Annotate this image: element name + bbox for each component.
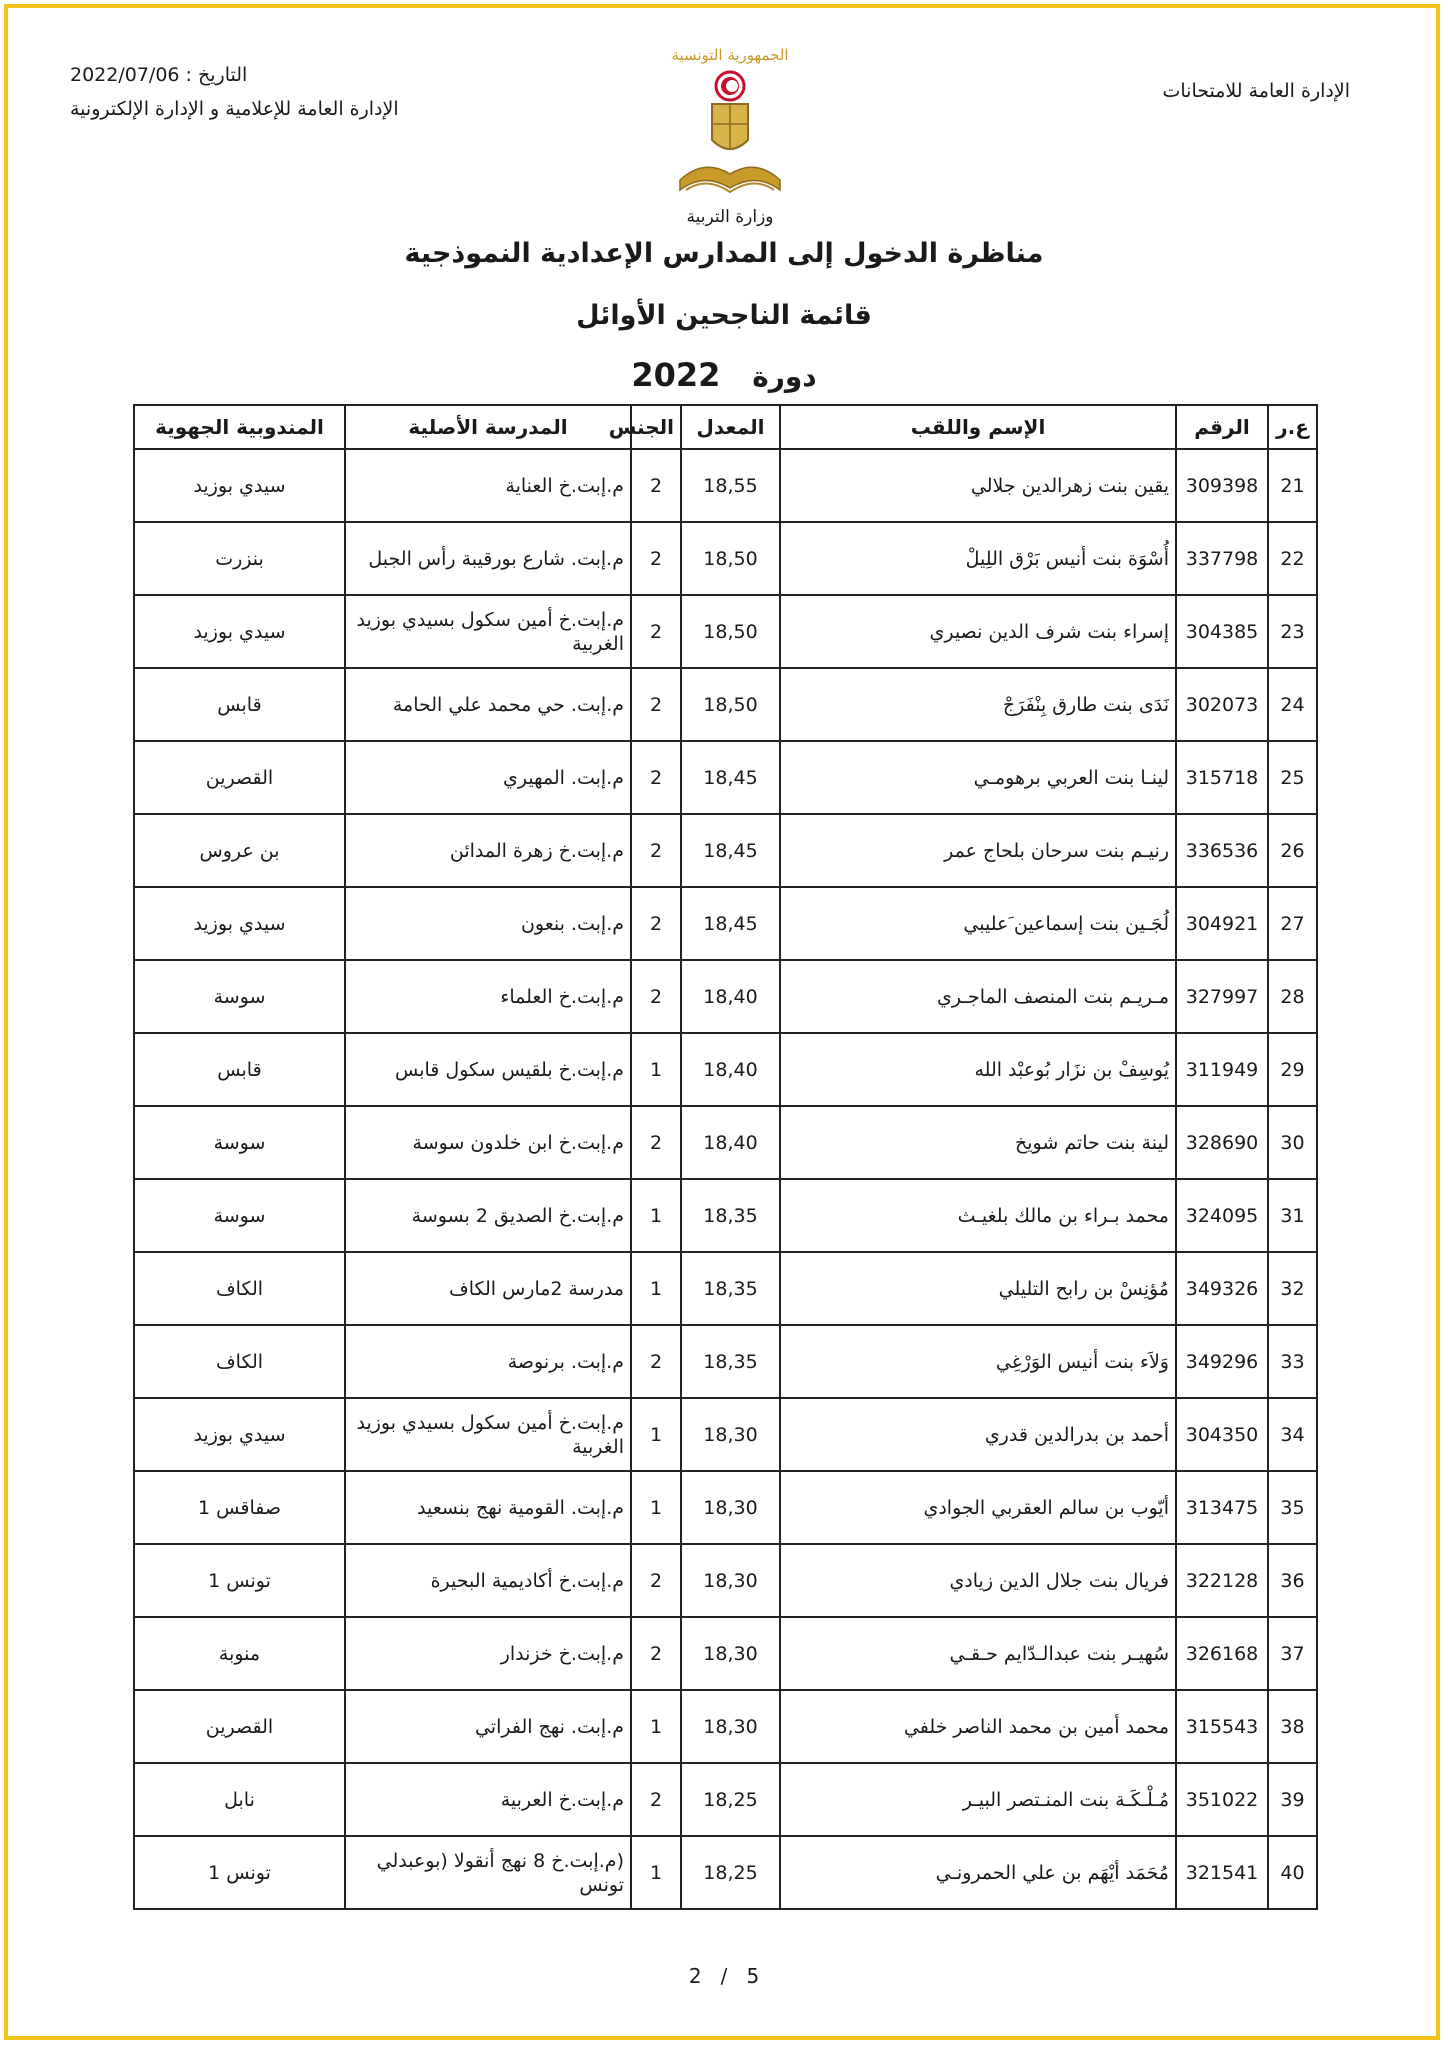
cell-order: 33 (1268, 1325, 1317, 1398)
cell-order: 35 (1268, 1471, 1317, 1544)
page-title: مناظرة الدخول إلى المدارس الإعدادية النموذجية (404, 238, 1044, 269)
cell-order: 31 (1268, 1179, 1317, 1252)
cell-name: مُـلْـكَـة بنت المنـتصر البيـر (780, 1763, 1176, 1836)
cell-name: مُؤنِسْ بن رابح التليلي (780, 1252, 1176, 1325)
header-number: الرقم (1176, 405, 1268, 449)
cell-name: محمد أمين بن محمد الناصر خلفي (780, 1690, 1176, 1763)
cell-number: 302073 (1176, 668, 1268, 741)
cell-region: القصرين (134, 1690, 345, 1763)
cell-sex: 2 (631, 522, 681, 595)
cell-average: 18,50 (681, 522, 780, 595)
cell-school: م.إبت.خ زهرة المدائن (345, 814, 631, 887)
table-row (134, 1544, 1317, 1617)
cell-region: صفاقس 1 (134, 1471, 345, 1544)
cell-number: 304350 (1176, 1398, 1268, 1471)
table-row (134, 1252, 1317, 1325)
table-row (134, 814, 1317, 887)
cell-region: سيدي بوزيد (134, 595, 345, 668)
cell-average: 18,30 (681, 1544, 780, 1617)
cell-sex: 2 (631, 1544, 681, 1617)
cell-average: 18,40 (681, 960, 780, 1033)
logo-top-text: الجمهورية التونسية (672, 46, 788, 64)
cell-sex: 1 (631, 1471, 681, 1544)
cell-name: محمد بـراء بن مالك بلغيـث (780, 1179, 1176, 1252)
cell-school: م.إبت.خ العلماء (345, 960, 631, 1033)
table-row (134, 1617, 1317, 1690)
cell-region: سوسة (134, 960, 345, 1033)
cell-region: قابس (134, 1033, 345, 1106)
cell-order: 34 (1268, 1398, 1317, 1471)
cell-region: بنزرت (134, 522, 345, 595)
table-row (134, 1033, 1317, 1106)
cell-order: 38 (1268, 1690, 1317, 1763)
cell-number: 304921 (1176, 887, 1268, 960)
cell-average: 18,50 (681, 668, 780, 741)
table-header-row (134, 405, 1317, 449)
header-average: المعدل (681, 405, 780, 449)
cell-average: 18,45 (681, 814, 780, 887)
cell-order: 39 (1268, 1763, 1317, 1836)
exams-directorate-label: الإدارة العامة للامتحانات (1162, 80, 1350, 102)
header-order: ع.ر (1268, 405, 1317, 449)
cell-average: 18,50 (681, 595, 780, 668)
cell-average: 18,45 (681, 887, 780, 960)
cell-number: 313475 (1176, 1471, 1268, 1544)
cell-number: 337798 (1176, 522, 1268, 595)
cell-order: 30 (1268, 1106, 1317, 1179)
cell-average: 18,35 (681, 1179, 780, 1252)
cell-number: 349296 (1176, 1325, 1268, 1398)
cell-average: 18,35 (681, 1252, 780, 1325)
cell-number: 324095 (1176, 1179, 1268, 1252)
cell-name: فريال بنت جلال الدين زيادي (780, 1544, 1176, 1617)
page-total: 5 (746, 1964, 760, 1988)
table-row (134, 1690, 1317, 1763)
cell-order: 26 (1268, 814, 1317, 887)
header-sex: الجنس (631, 405, 681, 449)
cell-number: 336536 (1176, 814, 1268, 887)
cell-average: 18,45 (681, 741, 780, 814)
cell-order: 27 (1268, 887, 1317, 960)
cell-sex: 1 (631, 1690, 681, 1763)
cell-sex: 1 (631, 1836, 681, 1909)
table-row (134, 1398, 1317, 1471)
cell-number: 309398 (1176, 449, 1268, 522)
table-row (134, 1471, 1317, 1544)
cell-sex: 2 (631, 449, 681, 522)
cell-region: نابل (134, 1763, 345, 1836)
cell-school: م.إبت.خ ابن خلدون سوسة (345, 1106, 631, 1179)
cell-school: م.إبت. المهيري (345, 741, 631, 814)
cell-number: 322128 (1176, 1544, 1268, 1617)
cell-average: 18,40 (681, 1106, 780, 1179)
ministry-emblem-icon (672, 40, 788, 230)
cell-region: قابس (134, 668, 345, 741)
cell-average: 18,55 (681, 449, 780, 522)
session-line (0, 356, 1448, 394)
cell-name: أيّوب بن سالم العقربي الجوادي (780, 1471, 1176, 1544)
table-row (134, 595, 1317, 668)
cell-school: م.إبت. برنوصة (345, 1325, 631, 1398)
cell-school: م.إبت.خ خزندار (345, 1617, 631, 1690)
cell-school: م.إبت.خ العناية (345, 449, 631, 522)
cell-name: أحمد بن بدرالدين قدري (780, 1398, 1176, 1471)
table-row (134, 1179, 1317, 1252)
cell-sex: 2 (631, 741, 681, 814)
page-current: 2 (688, 1964, 702, 1988)
session-label: دورة (752, 360, 817, 393)
cell-sex: 2 (631, 595, 681, 668)
header-left-block (70, 58, 399, 126)
cell-region: سيدي بوزيد (134, 449, 345, 522)
cell-average: 18,30 (681, 1398, 780, 1471)
table-row (134, 741, 1317, 814)
cell-average: 18,30 (681, 1471, 780, 1544)
table-row (134, 522, 1317, 595)
cell-school: م.إبت.خ الصديق 2 بسوسة (345, 1179, 631, 1252)
table-row (134, 1325, 1317, 1398)
cell-average: 18,25 (681, 1836, 780, 1909)
page-subtitle: قائمة الناجحين الأوائل (576, 300, 872, 331)
cell-sex: 2 (631, 960, 681, 1033)
cell-school: م.إبت.خ أمين سكول بسيدي بوزيد الغربية (345, 595, 631, 668)
cell-school: م.إبت. نهج الفراتي (345, 1690, 631, 1763)
cell-order: 40 (1268, 1836, 1317, 1909)
cell-order: 37 (1268, 1617, 1317, 1690)
cell-sex: 2 (631, 1106, 681, 1179)
cell-school: م.إبت. حي محمد علي الحامة (345, 668, 631, 741)
cell-region: تونس 1 (134, 1836, 345, 1909)
cell-order: 36 (1268, 1544, 1317, 1617)
cell-school: م.إبت. القومية نهج بنسعيد (345, 1471, 631, 1544)
cell-name: لينة بنت حاتم شويخ (780, 1106, 1176, 1179)
it-directorate-label: الإدارة العامة للإعلامية و الإدارة الإلكترونية (70, 98, 399, 120)
date-line: التاريخ : 2022/07/06 (70, 64, 248, 86)
cell-school: م.إبت.خ أكاديمية البحيرة (345, 1544, 631, 1617)
cell-number: 304385 (1176, 595, 1268, 668)
cell-name: يُوسِفْ بن نزَار بُوعبْد الله (780, 1033, 1176, 1106)
page-number (0, 1964, 1448, 1988)
cell-sex: 2 (631, 887, 681, 960)
table-row (134, 1763, 1317, 1836)
cell-region: بن عروس (134, 814, 345, 887)
cell-order: 22 (1268, 522, 1317, 595)
cell-sex: 1 (631, 1252, 681, 1325)
cell-order: 25 (1268, 741, 1317, 814)
table-row (134, 1106, 1317, 1179)
cell-name: يقين بنت زهرالدين جلالي (780, 449, 1176, 522)
cell-order: 23 (1268, 595, 1317, 668)
cell-region: سيدي بوزيد (134, 887, 345, 960)
cell-average: 18,40 (681, 1033, 780, 1106)
cell-average: 18,35 (681, 1325, 780, 1398)
cell-school: (م.إبت.خ 8 نهج أنقولا (بوعبدلي تونس (345, 1836, 631, 1909)
cell-school: م.إبت.خ بلقيس سكول قابس (345, 1033, 631, 1106)
table-row (134, 668, 1317, 741)
cell-sex: 2 (631, 668, 681, 741)
cell-order: 29 (1268, 1033, 1317, 1106)
cell-number: 327997 (1176, 960, 1268, 1033)
cell-name: رنيـم بنت سرحان بلحاج عمر (780, 814, 1176, 887)
logo-bottom-text: وزارة التربية (686, 207, 774, 227)
cell-number: 351022 (1176, 1763, 1268, 1836)
cell-average: 18,30 (681, 1690, 780, 1763)
header-name: الإسم واللقب (780, 405, 1176, 449)
cell-name: لينـا بنت العربي برهومـي (780, 741, 1176, 814)
cell-order: 24 (1268, 668, 1317, 741)
cell-sex: 2 (631, 1325, 681, 1398)
cell-region: منوبة (134, 1617, 345, 1690)
cell-school: م.إبت. شارع بورقيبة رأس الجبل (345, 522, 631, 595)
table-row (134, 449, 1317, 522)
cell-region: القصرين (134, 741, 345, 814)
cell-region: الكاف (134, 1252, 345, 1325)
cell-name: مـريـم بنت المنصف الماجـري (780, 960, 1176, 1033)
cell-region: سوسة (134, 1106, 345, 1179)
cell-sex: 1 (631, 1179, 681, 1252)
session-year: 2022 (631, 356, 721, 394)
cell-order: 21 (1268, 449, 1317, 522)
cell-number: 349326 (1176, 1252, 1268, 1325)
table-row (134, 1836, 1317, 1909)
cell-name: لُجَـين بنت إسماعين َعليبي (780, 887, 1176, 960)
cell-name: سُهيـر بنت عبدالـدّايم حـقـي (780, 1617, 1176, 1690)
cell-school: م.إبت.خ العربية (345, 1763, 631, 1836)
table-row (134, 960, 1317, 1033)
cell-sex: 2 (631, 1763, 681, 1836)
cell-name: مُحَمَد أيْهَم بن علي الحمرونـي (780, 1836, 1176, 1909)
cell-sex: 2 (631, 814, 681, 887)
cell-region: سيدي بوزيد (134, 1398, 345, 1471)
cell-name: وَلاَء بنت أنيس الوَرْغِي (780, 1325, 1176, 1398)
header-school: المدرسة الأصلية (345, 405, 631, 449)
cell-average: 18,25 (681, 1763, 780, 1836)
cell-number: 315718 (1176, 741, 1268, 814)
cell-school: مدرسة 2مارس الكاف (345, 1252, 631, 1325)
cell-region: سوسة (134, 1179, 345, 1252)
cell-number: 315543 (1176, 1690, 1268, 1763)
header-region: المندوبية الجهوية (134, 405, 345, 449)
cell-school: م.إبت. بنعون (345, 887, 631, 960)
page-separator: / (720, 1964, 728, 1988)
cell-order: 32 (1268, 1252, 1317, 1325)
cell-number: 328690 (1176, 1106, 1268, 1179)
table-row (134, 887, 1317, 960)
cell-sex: 1 (631, 1033, 681, 1106)
cell-sex: 2 (631, 1617, 681, 1690)
cell-number: 311949 (1176, 1033, 1268, 1106)
results-table (133, 404, 1318, 1910)
cell-region: الكاف (134, 1325, 345, 1398)
cell-number: 321541 (1176, 1836, 1268, 1909)
cell-name: نَدَى بنت طارق بِنْفَرَجْ (780, 668, 1176, 741)
cell-name: أُسْوَة بنت أنيس بَرْق اللِيلْ (780, 522, 1176, 595)
cell-region: تونس 1 (134, 1544, 345, 1617)
cell-name: إسراء بنت شرف الدين نصيري (780, 595, 1176, 668)
cell-average: 18,30 (681, 1617, 780, 1690)
cell-order: 28 (1268, 960, 1317, 1033)
cell-number: 326168 (1176, 1617, 1268, 1690)
cell-school: م.إبت.خ أمين سكول بسيدي بوزيد الغربية (345, 1398, 631, 1471)
cell-sex: 1 (631, 1398, 681, 1471)
